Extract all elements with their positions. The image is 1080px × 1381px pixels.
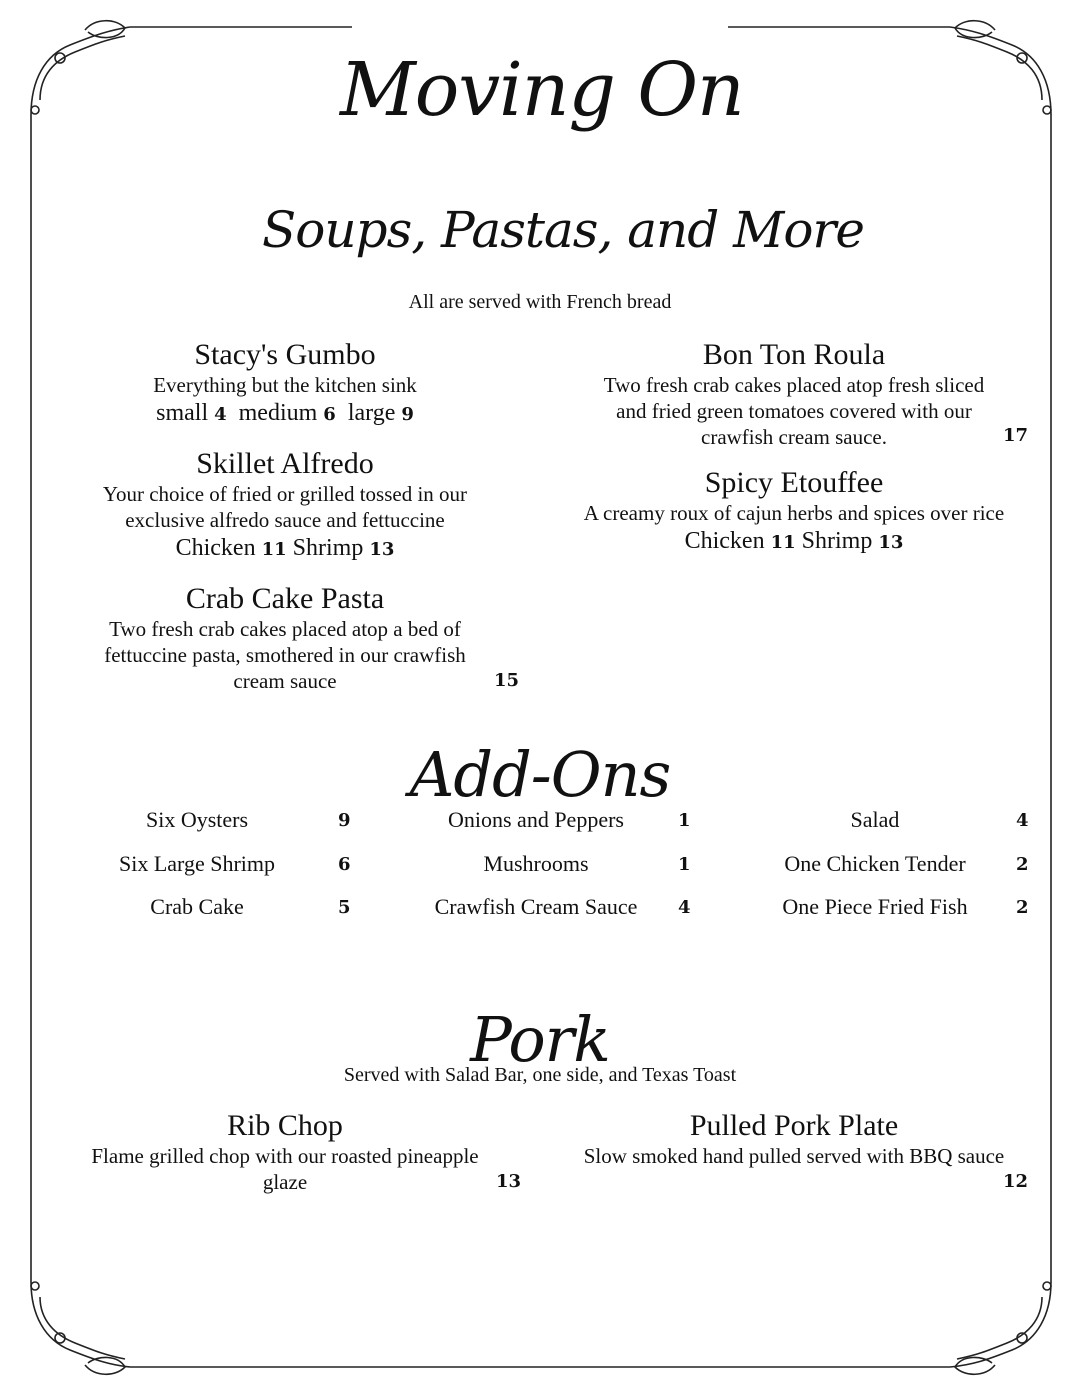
option-price: 4	[214, 404, 227, 425]
item-name: Pulled Pork Plate	[689, 1109, 899, 1142]
item-description-line: Slow smoked hand pulled served with BBQ sauce	[583, 1144, 1005, 1168]
menu-item-pulled-pork-plate	[550, 1109, 1038, 1169]
addon-price: 4	[1016, 810, 1029, 831]
option-label: Shrimp	[292, 535, 364, 561]
item-price: 17	[1003, 425, 1029, 446]
menu-item-bon-ton-roula	[564, 338, 1024, 450]
item-options	[65, 533, 505, 565]
item-name: Rib Chop	[227, 1109, 343, 1142]
option-price: 13	[878, 532, 904, 553]
menu-item-crab-cake-pasta	[65, 582, 505, 694]
addon-price: 6	[338, 854, 351, 875]
item-description-line: and fried green tomatoes covered with our	[616, 399, 972, 423]
option-label: Chicken	[684, 528, 765, 554]
addon-price: 2	[1016, 854, 1029, 875]
menu-title: Moving On	[340, 47, 744, 133]
item-name: Spicy Etouffee	[704, 466, 884, 499]
option-label: Chicken	[175, 535, 256, 561]
menu-item-stacys-gumbo	[85, 338, 485, 430]
addon-name: One Piece Fried Fish	[782, 894, 968, 919]
item-name: Skillet Alfredo	[196, 447, 374, 480]
item-description-line: glaze	[262, 1170, 308, 1194]
addon-price: 1	[678, 854, 691, 875]
item-price: 15	[494, 670, 520, 691]
item-description-line: crawfish cream sauce.	[701, 425, 887, 449]
addon-name: Crawfish Cream Sauce	[434, 894, 638, 919]
item-description-line: Two fresh crab cakes placed atop fresh sliced	[603, 373, 985, 397]
item-description: A creamy roux of cajun herbs and spices over rice	[583, 501, 1005, 525]
option-label: medium	[238, 400, 318, 426]
option-price: 11	[770, 532, 796, 553]
section-heading-pork: Pork	[470, 1003, 610, 1076]
addon-name: Mushrooms	[483, 851, 589, 876]
soups-note: All are served with French bread	[408, 291, 672, 313]
item-description-line: cream sauce	[233, 669, 337, 693]
addon-name: Six Oysters	[145, 807, 249, 832]
item-name: Stacy's Gumbo	[194, 338, 376, 371]
option-price: 13	[369, 539, 395, 560]
item-name: Bon Ton Roula	[702, 338, 886, 371]
option-label: Shrimp	[801, 528, 873, 554]
item-name: Crab Cake Pasta	[185, 582, 385, 615]
pork-note: Served with Salad Bar, one side, and Texas Toast	[343, 1064, 737, 1086]
option-price: 11	[261, 539, 287, 560]
option-price: 6	[323, 404, 336, 425]
menu-item-spicy-etouffee	[564, 466, 1024, 558]
option-label: large	[347, 400, 396, 426]
addon-name: One Chicken Tender	[784, 851, 966, 876]
addon-name: Onions and Peppers	[448, 807, 624, 832]
item-description-line: Flame grilled chop with our roasted pineapple	[91, 1144, 479, 1168]
section-heading-soups: Soups, Pastas, and More	[262, 201, 864, 259]
addon-name: Six Large Shrimp	[118, 851, 276, 876]
addon-price: 1	[678, 810, 691, 831]
item-description: Your choice of fried or grilled tossed in our exclusive alfredo sauce and fettuccine	[102, 482, 468, 532]
item-price: 12	[1003, 1171, 1029, 1192]
menu-item-skillet-alfredo	[65, 447, 505, 565]
menu-item-rib-chop	[55, 1109, 515, 1195]
item-description: Everything but the kitchen sink	[153, 373, 417, 397]
item-description-line: fettuccine pasta, smothered in our crawfish	[104, 643, 466, 667]
addon-price: 9	[338, 810, 351, 831]
addon-price: 2	[1016, 897, 1029, 918]
addon-price: 4	[678, 897, 691, 918]
option-price: 9	[401, 404, 414, 425]
section-heading-addons: Add-Ons	[409, 738, 671, 811]
option-label: small	[156, 400, 209, 426]
item-options	[85, 398, 485, 430]
addon-name: Crab Cake	[150, 894, 244, 919]
addon-name: Salad	[850, 807, 900, 832]
addon-price: 5	[338, 897, 351, 918]
item-options	[564, 526, 1024, 558]
item-price: 13	[496, 1171, 522, 1192]
item-description-line: Two fresh crab cakes placed atop a bed of	[109, 617, 461, 641]
